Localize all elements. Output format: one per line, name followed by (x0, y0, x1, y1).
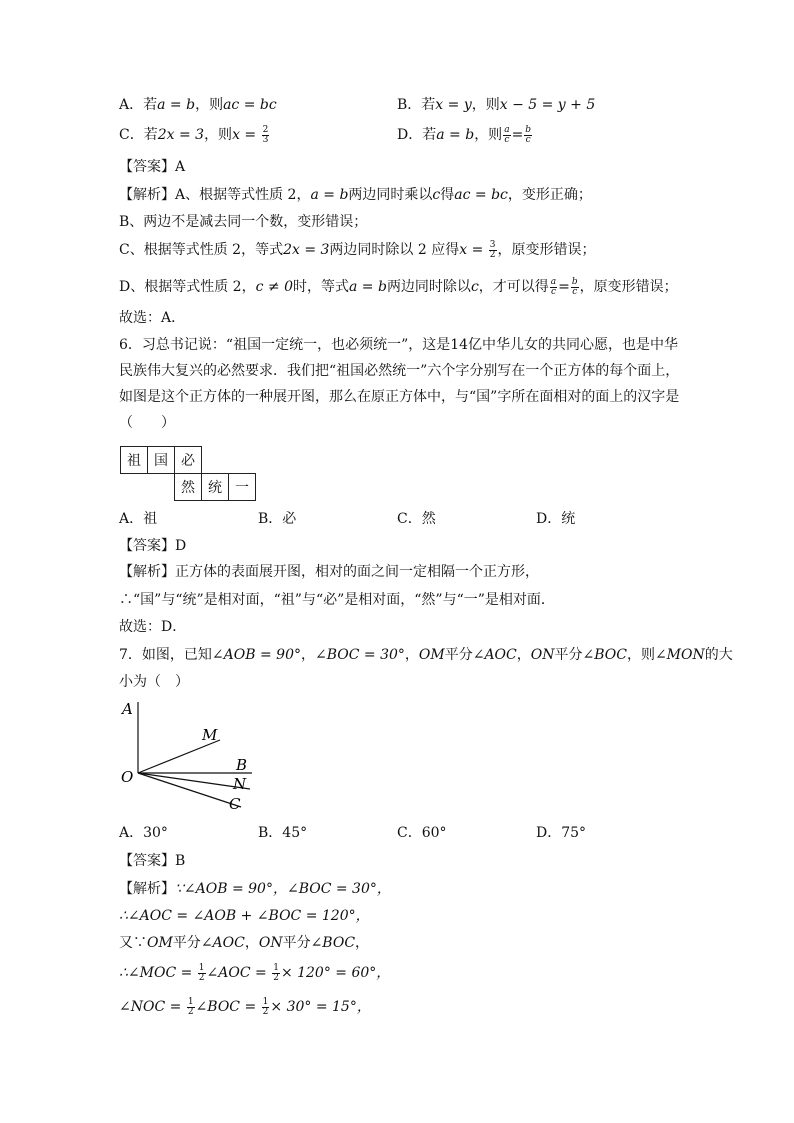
q6-stem-line-3: 如图是这个正方体的一种展开图，那么在原正方体中，与“国”字所在面相对的面上的汉字是 (119, 389, 680, 405)
q6-option-b: B．必 (258, 511, 297, 527)
text: ， (516, 647, 531, 663)
q5-analysis-c (119, 240, 596, 260)
math: ∴∠AOC = ∠AOB + ∠BOC = 120°， (119, 908, 370, 924)
text: C、根据等式性质 2，等式 (119, 242, 284, 258)
math: × 30° = 15°， (270, 999, 371, 1015)
label-b: B (236, 756, 248, 774)
text: ，则 (626, 647, 655, 663)
fraction (198, 964, 206, 983)
text: 又∵ (119, 935, 147, 951)
text: 得 (440, 187, 455, 203)
label-a: A (122, 700, 133, 718)
q7-option-a: A．30° (119, 825, 168, 841)
q7-analysis-3 (119, 933, 369, 953)
text: 两边同时乘以 (348, 187, 433, 203)
q6-conclusion: 故选：D． (119, 619, 187, 635)
text: 两边同时除以 (386, 279, 471, 295)
math: ∠BOC (582, 647, 627, 663)
denominator: 2 (273, 972, 279, 983)
q6-stem-line-2: 民族伟大复兴的必然要求．我们把“祖国必然统一”六个字分别写在一个正方体的每个面上， (119, 363, 680, 379)
option-text: ，则 (474, 127, 503, 143)
text: 7．如图，已知 (119, 647, 212, 663)
analysis-tag: 【解析】 (119, 881, 175, 897)
q5-option-d (397, 125, 533, 145)
numerator: b (525, 124, 532, 135)
option-label: A．若 (119, 97, 158, 113)
net-empty (229, 447, 256, 474)
q5-analysis-a (119, 185, 592, 205)
denominator: c (525, 134, 531, 145)
math: c (470, 279, 479, 295)
net-cell: 一 (229, 474, 256, 501)
net-cell: 祖 (121, 447, 148, 474)
q7-option-d: D．75° (536, 825, 587, 841)
q7-option-b: B．45° (258, 825, 308, 841)
q6-option-a: A．祖 (119, 511, 158, 527)
math: ∠AOC = (206, 965, 267, 981)
q5-option-b (397, 95, 595, 115)
fraction (489, 241, 497, 260)
cube-net (120, 446, 256, 501)
math: x = (459, 242, 484, 258)
text: ，原变形错误； (497, 242, 596, 258)
numerator: 3 (489, 239, 496, 250)
denominator: 2 (198, 972, 205, 983)
math: ON (530, 647, 555, 663)
denominator: 3 (262, 134, 269, 145)
math: ∴∠MOC = (119, 965, 193, 981)
equals: = (558, 279, 570, 295)
q7-stem-line-2: 小为（ ） (119, 674, 189, 690)
math: ∠BOC = 30° (314, 647, 405, 663)
text: 平分 (444, 647, 473, 663)
q7-stem-line-1 (119, 645, 733, 665)
math: c (432, 187, 441, 203)
label-n: N (233, 775, 247, 793)
q6-analysis-2: ∴“国”与“统”是相对面，“祖”与“必”是相对面，“然”与“一”是相对面． (119, 592, 555, 608)
fraction (187, 998, 195, 1017)
text: A、根据等式性质 2， (175, 187, 311, 203)
fraction (571, 278, 579, 297)
numerator: b (571, 276, 578, 287)
fraction (503, 126, 510, 145)
fraction (262, 126, 270, 145)
math: × 120° = 60°， (280, 965, 391, 981)
net-empty (148, 474, 175, 501)
math: ∠AOC (200, 935, 245, 951)
text: 时，等式 (292, 279, 349, 295)
option-label: B．若 (397, 97, 436, 113)
math: ∵∠AOB = 90°，∠BOC = 30°， (175, 881, 391, 897)
q6-stem-line-4: （ ） (119, 415, 175, 431)
math: a = b (310, 187, 349, 203)
math: ON (258, 935, 283, 951)
q6-answer: 【答案】D (119, 538, 187, 554)
q6-stem-line-1: 6．习总书记说：“祖国一定统一，也必须统一”，这是14亿中华儿女的共同心愿，也是中华 (119, 337, 679, 353)
net-cell: 必 (175, 447, 202, 474)
label-o: O (121, 768, 134, 786)
label-c: C (229, 795, 241, 813)
q7-analysis-2 (119, 906, 370, 926)
label-m: M (202, 726, 218, 744)
numerator: 1 (187, 996, 194, 1007)
math: ∠MON (654, 647, 705, 663)
denominator: 2 (187, 1006, 194, 1017)
math: a = b (436, 127, 475, 143)
math: 2x = 3 (283, 242, 330, 258)
math: a = b (157, 97, 196, 113)
denominator: c (550, 286, 556, 297)
text: 平分 (282, 935, 311, 951)
option-text: ，则 (195, 97, 224, 113)
q7-analysis-4 (119, 963, 390, 983)
math: c ≠ 0 (255, 279, 293, 295)
q6-analysis-1: 【解析】正方体的表面展开图，相对的面之间一定相隔一个正方形， (119, 564, 539, 580)
math: ∠BOC = (195, 999, 257, 1015)
text: 平分 (554, 647, 583, 663)
text: ， (244, 935, 259, 951)
text: ，原变形错误； (579, 279, 678, 295)
numerator: a (550, 276, 557, 287)
q7-analysis-5 (119, 997, 371, 1017)
numerator: 1 (198, 962, 205, 973)
math: ∠BOC (310, 935, 356, 951)
q7-answer: 【答案】B (119, 853, 186, 869)
net-empty (202, 447, 229, 474)
fraction (524, 126, 532, 145)
q5-option-c (119, 125, 270, 145)
math: x = (232, 127, 257, 143)
q5-option-a (119, 95, 277, 115)
option-label: C．若 (119, 127, 158, 143)
q6-option-c: C．然 (397, 511, 436, 527)
q5-analysis-d (119, 277, 678, 297)
math: OM (147, 935, 173, 951)
math: x − 5 = y + 5 (499, 97, 596, 113)
q5-answer: 【答案】A (119, 159, 186, 175)
analysis-tag: 【解析】 (119, 187, 175, 203)
fraction (550, 278, 557, 297)
math: 2x = 3 (157, 127, 205, 143)
q7-analysis-1 (119, 879, 391, 899)
net-empty (121, 474, 148, 501)
option-label: D．若 (397, 127, 437, 143)
option-text: ，则 (471, 97, 500, 113)
text: ，才可以得 (478, 279, 549, 295)
math: a = b (348, 279, 387, 295)
math: ∠AOB = 90° (211, 647, 301, 663)
text: 平分 (172, 935, 201, 951)
math: ∠AOC (472, 647, 517, 663)
denominator: c (504, 134, 510, 145)
math: ∠NOC = (119, 999, 182, 1015)
net-cell: 国 (148, 447, 175, 474)
text: ，变形正确； (507, 187, 592, 203)
option-text: ，则 (204, 127, 233, 143)
net-cell: 统 (202, 474, 229, 501)
text: 的大 (704, 647, 733, 663)
math: x = y (435, 97, 472, 113)
text: ， (404, 647, 419, 663)
numerator: 1 (262, 996, 269, 1007)
ray-oc (138, 773, 241, 807)
numerator: a (504, 124, 510, 135)
q7-option-c: C．60° (397, 825, 447, 841)
q5-conclusion: 故选：A． (119, 310, 186, 326)
equals: = (511, 127, 524, 143)
fraction (262, 998, 270, 1017)
q6-option-d: D．统 (536, 511, 576, 527)
text: D、根据等式性质 2， (119, 279, 256, 295)
text: 两边同时除以 2 应得 (329, 242, 460, 258)
math: ac = bc (454, 187, 508, 203)
net-cell: 然 (175, 474, 202, 501)
text: ， (300, 647, 315, 663)
numerator: 1 (273, 962, 279, 973)
denominator: c (572, 286, 578, 297)
numerator: 2 (262, 124, 269, 135)
angle-figure (116, 700, 276, 820)
denominator: 2 (489, 249, 496, 260)
math: ac = bc (223, 97, 277, 113)
fraction (272, 964, 280, 983)
text: ， (355, 935, 370, 951)
q5-analysis-b: B、两边不是减去同一个数，变形错误； (119, 214, 368, 230)
ray-om (138, 740, 220, 773)
denominator: 2 (262, 1006, 269, 1017)
math: OM (418, 647, 445, 663)
